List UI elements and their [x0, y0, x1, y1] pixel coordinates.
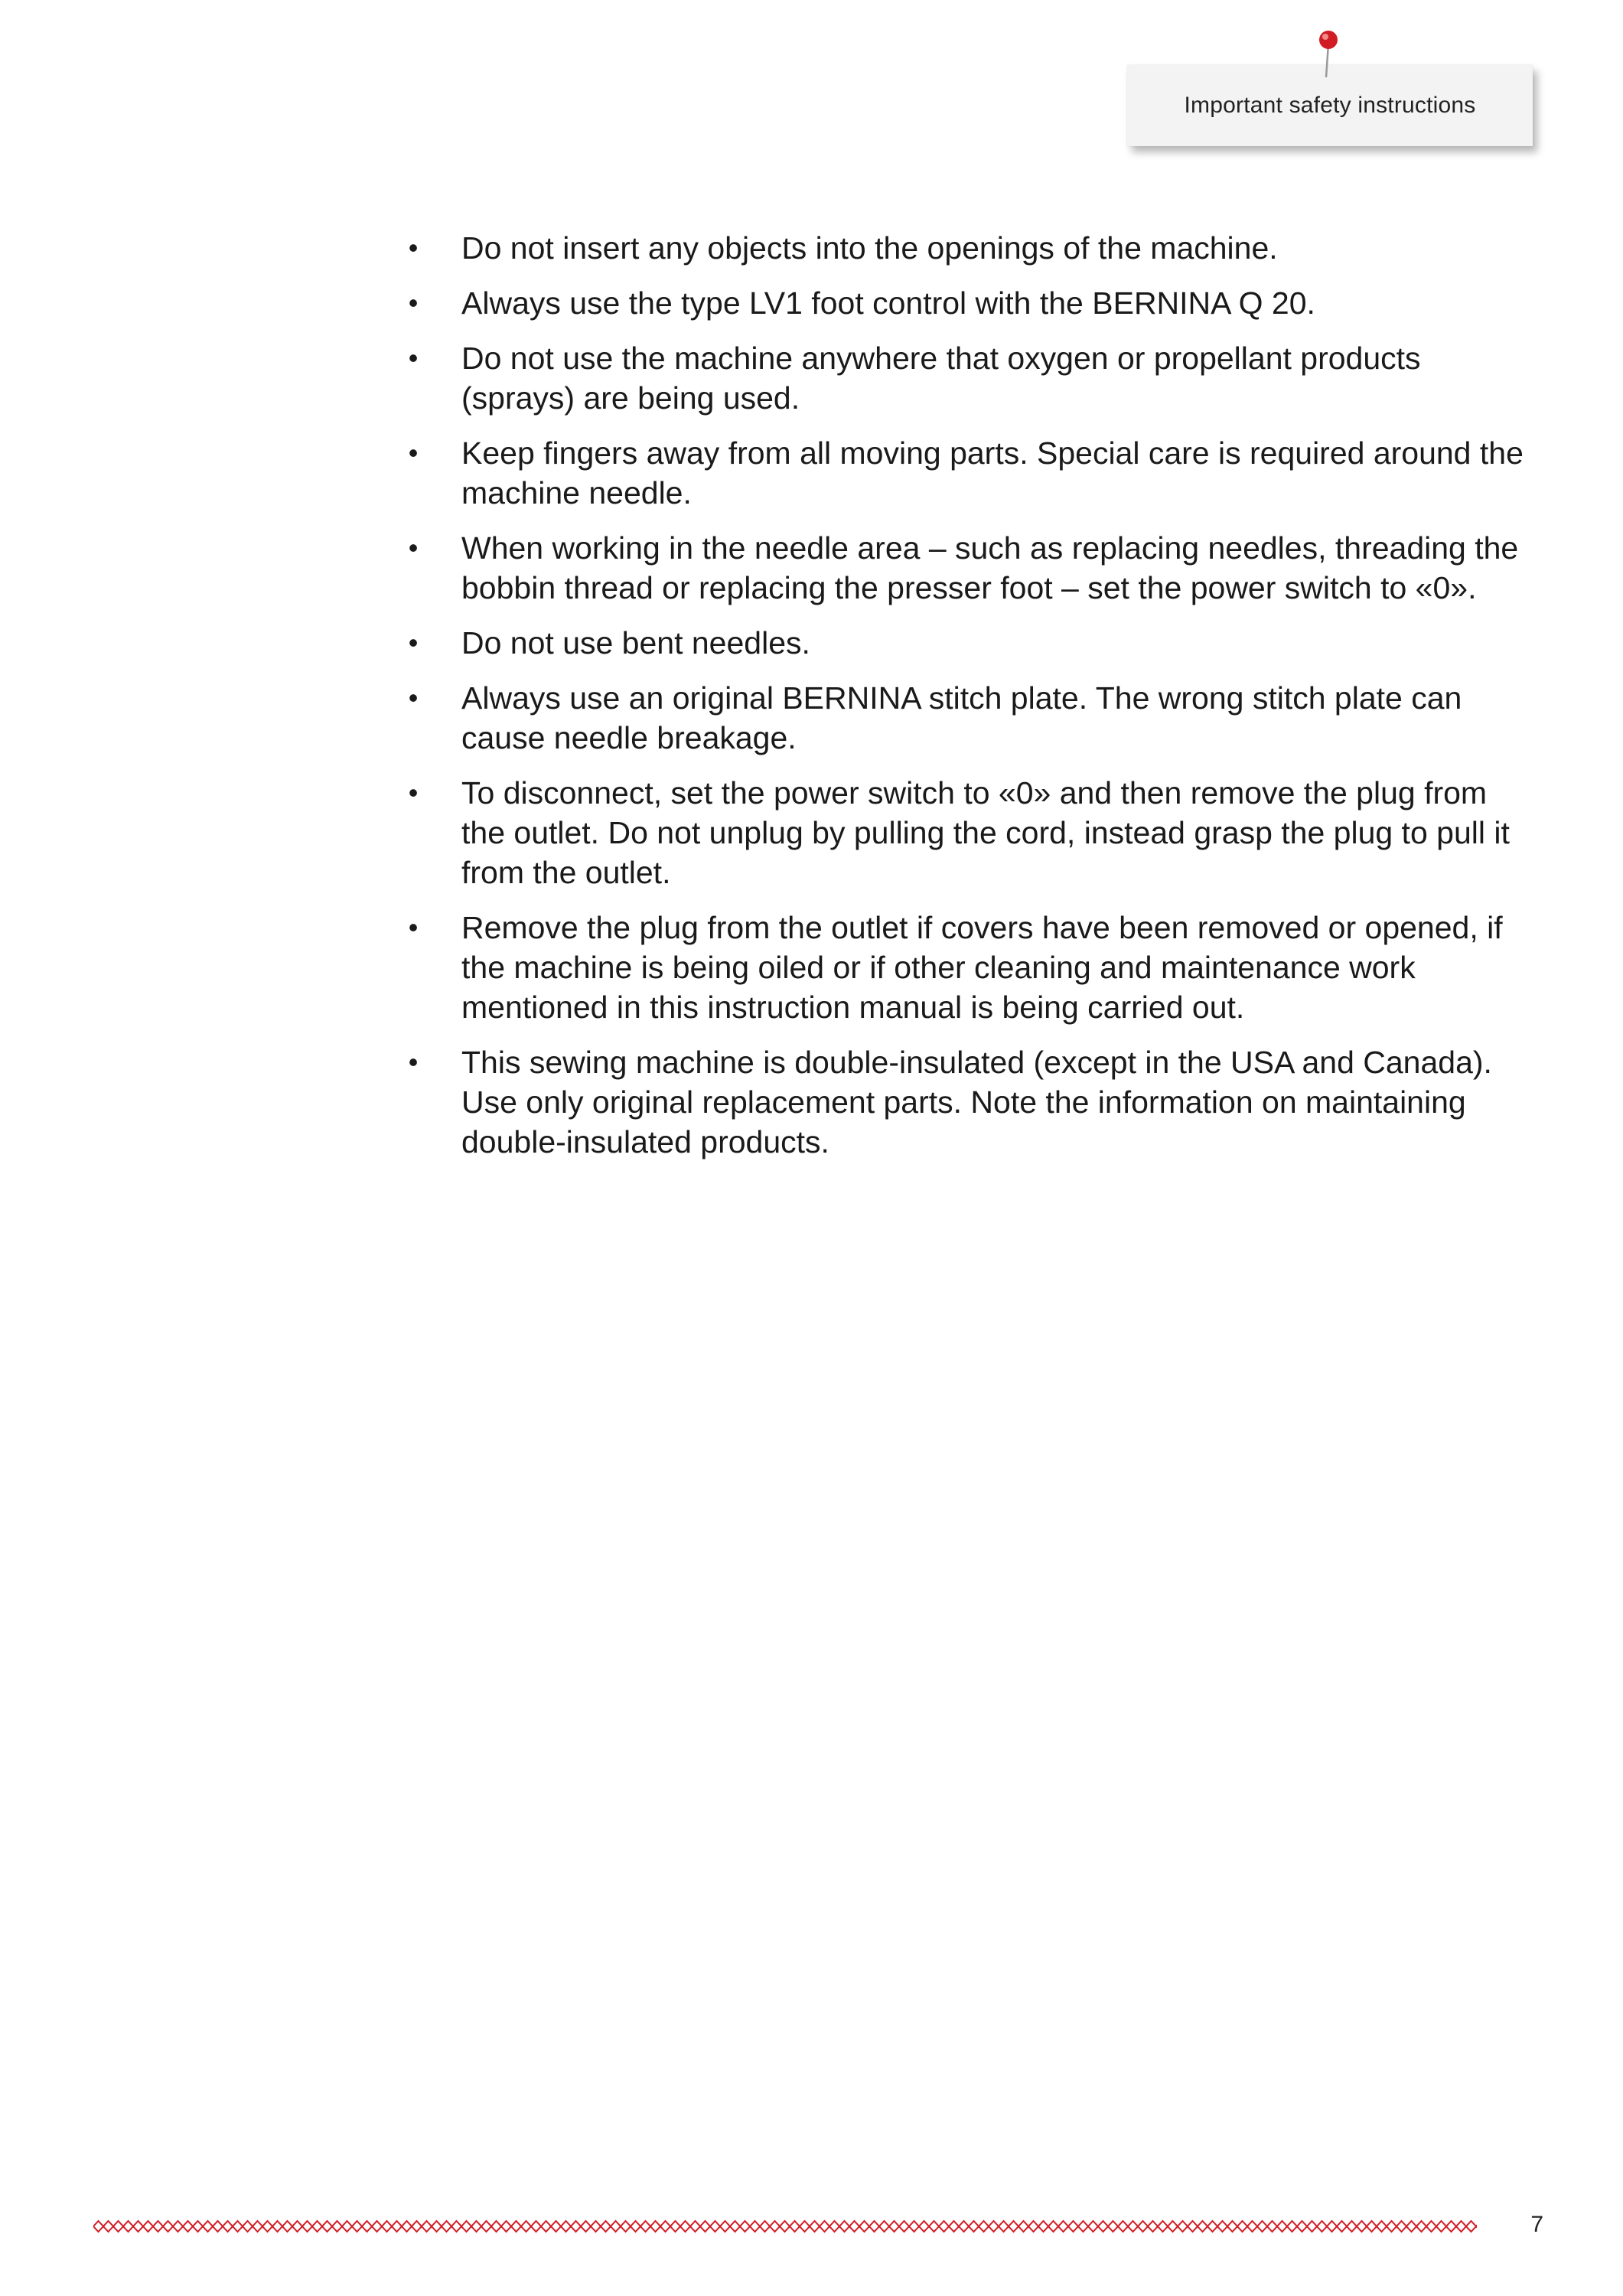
page-number: 7 — [1530, 2212, 1543, 2237]
list-item-text: To disconnect, set the power switch to «0» and then remove the plug from the outlet. Do not unplug by pulling the cord, instead grasp the plug to pull it from the outlet. — [461, 775, 1510, 890]
bullet-icon: • — [408, 342, 419, 373]
list-item-text: Do not insert any objects into the openings of the machine. — [461, 230, 1278, 266]
list-item-text: This sewing machine is double-insulated (except in the USA and Canada). Use only original replacement parts. Note the information on maintaining double-insulated products. — [461, 1045, 1492, 1159]
list-item — [398, 908, 1538, 1027]
bullet-icon: • — [408, 287, 419, 318]
list-item-text: Remove the plug from the outlet if covers have been removed or opened, if the machine is being oiled or if other cleaning and maintenance work mentioned in this instruction manual is being carried out. — [461, 910, 1503, 1025]
list-item — [398, 283, 1538, 323]
list-item — [398, 528, 1538, 608]
list-item — [398, 433, 1538, 513]
list-item — [398, 773, 1538, 892]
bullet-icon: • — [408, 532, 419, 563]
list-item-text: When working in the needle area – such as replacing needles, threading the bobbin thread or replacing the presser foot – set the power switch to «0». — [461, 530, 1519, 605]
bullet-icon: • — [408, 627, 419, 658]
section-title: Important safety instructions — [1184, 93, 1476, 118]
bullet-icon: • — [408, 777, 419, 808]
cross-stitch-border-icon — [93, 2218, 1477, 2235]
list-item — [398, 623, 1538, 663]
bullet-icon: • — [408, 1046, 419, 1078]
safety-instruction-list — [398, 228, 1538, 1177]
list-item-text: Keep fingers away from all moving parts. Special care is required around the machine needle. — [461, 435, 1524, 510]
bullet-icon: • — [408, 232, 419, 263]
bullet-icon: • — [408, 682, 419, 713]
bullet-icon: • — [408, 912, 419, 943]
list-item — [398, 228, 1538, 268]
list-item-text: Do not use bent needles. — [461, 625, 810, 660]
list-item — [398, 678, 1538, 758]
list-item-text: Always use an original BERNINA stitch plate. The wrong stitch plate can cause needle breakage. — [461, 680, 1462, 755]
pushpin-icon — [1313, 27, 1344, 80]
list-item-text: Always use the type LV1 foot control with the BERNINA Q 20. — [461, 285, 1315, 321]
list-item — [398, 338, 1538, 418]
list-item — [398, 1042, 1538, 1162]
list-item-text: Do not use the machine anywhere that oxygen or propellant products (sprays) are being used. — [461, 341, 1421, 416]
bullet-icon: • — [408, 437, 419, 468]
